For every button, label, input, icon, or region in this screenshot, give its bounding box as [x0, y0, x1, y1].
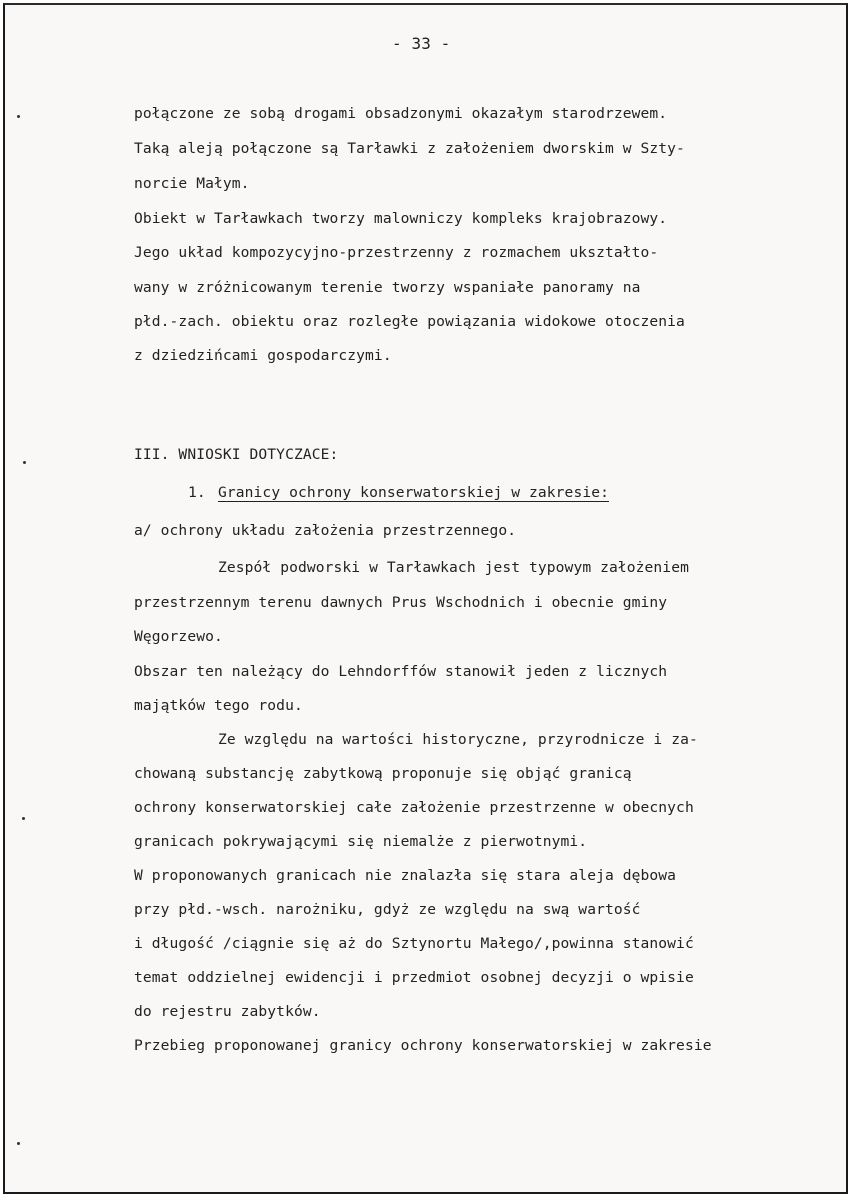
text-line: temat oddzielnej ewidencji i przedmiot osobnej decyzji o wpisie	[134, 969, 694, 986]
text-line: Taką aleją połączone są Tarławki z założeniem dworskim w Szty-	[134, 140, 685, 157]
scan-mark	[17, 115, 20, 118]
text-line: W proponowanych granicach nie znalazła się stara aleja dębowa	[134, 867, 677, 884]
text-line: granicach pokrywającymi się niemalże z pierwotnymi.	[134, 833, 588, 850]
text-line: i długość /ciągnie się aż do Sztynortu Małego/,powinna stanowić	[134, 935, 694, 952]
text-line: wany w zróżnicowanym terenie tworzy wspaniałe panoramy na	[134, 279, 641, 296]
text-line: Ze względu na wartości historyczne, przyrodnicze i za-	[218, 731, 698, 748]
text-line: Obszar ten należący do Lehndorffów stanowił jeden z licznych	[134, 663, 668, 680]
subsection-number: 1.	[188, 484, 206, 501]
subsection-title: Granicy ochrony konserwatorskiej w zakresie:	[218, 484, 609, 501]
text-line: ochrony konserwatorskiej całe założenie przestrzenne w obecnych	[134, 799, 694, 816]
point-a: a/ ochrony układu założenia przestrzennego.	[134, 522, 517, 539]
text-line: przestrzennym terenu dawnych Prus Wschodnich i obecnie gminy	[134, 594, 668, 611]
scan-mark	[17, 1142, 20, 1145]
text-line: Jego układ kompozycyjno-przestrzenny z rozmachem ukształto-	[134, 244, 659, 261]
section-heading: III. WNIOSKI DOTYCZACE:	[134, 446, 339, 463]
text-line: połączone ze sobą drogami obsadzonymi okazałym starodrzewem.	[134, 105, 668, 122]
text-line: Obiekt w Tarławkach tworzy malowniczy kompleks krajobrazowy.	[134, 210, 668, 227]
text-line: do rejestru zabytków.	[134, 1003, 321, 1020]
text-line: z dziedzińcami gospodarczymi.	[134, 347, 392, 364]
text-line: norcie Małym.	[134, 175, 250, 192]
scan-mark	[23, 461, 26, 464]
text-line: płd.-zach. obiektu oraz rozległe powiązania widokowe otoczenia	[134, 313, 685, 330]
text-line: majątków tego rodu.	[134, 697, 303, 714]
document-page	[3, 3, 848, 1194]
text-line: Węgorzewo.	[134, 628, 223, 645]
scan-mark	[22, 817, 25, 820]
text-line: Zespół podworski w Tarławkach jest typowym założeniem	[218, 559, 689, 576]
text-line: przy płd.-wsch. narożniku, gdyż ze względu na swą wartość	[134, 901, 641, 918]
text-line: Przebieg proponowanej granicy ochrony konserwatorskiej w zakresie	[134, 1037, 712, 1054]
page-number: - 33 -	[392, 34, 451, 53]
text-line: chowaną substancję zabytkową proponuje się objąć granicą	[134, 765, 632, 782]
